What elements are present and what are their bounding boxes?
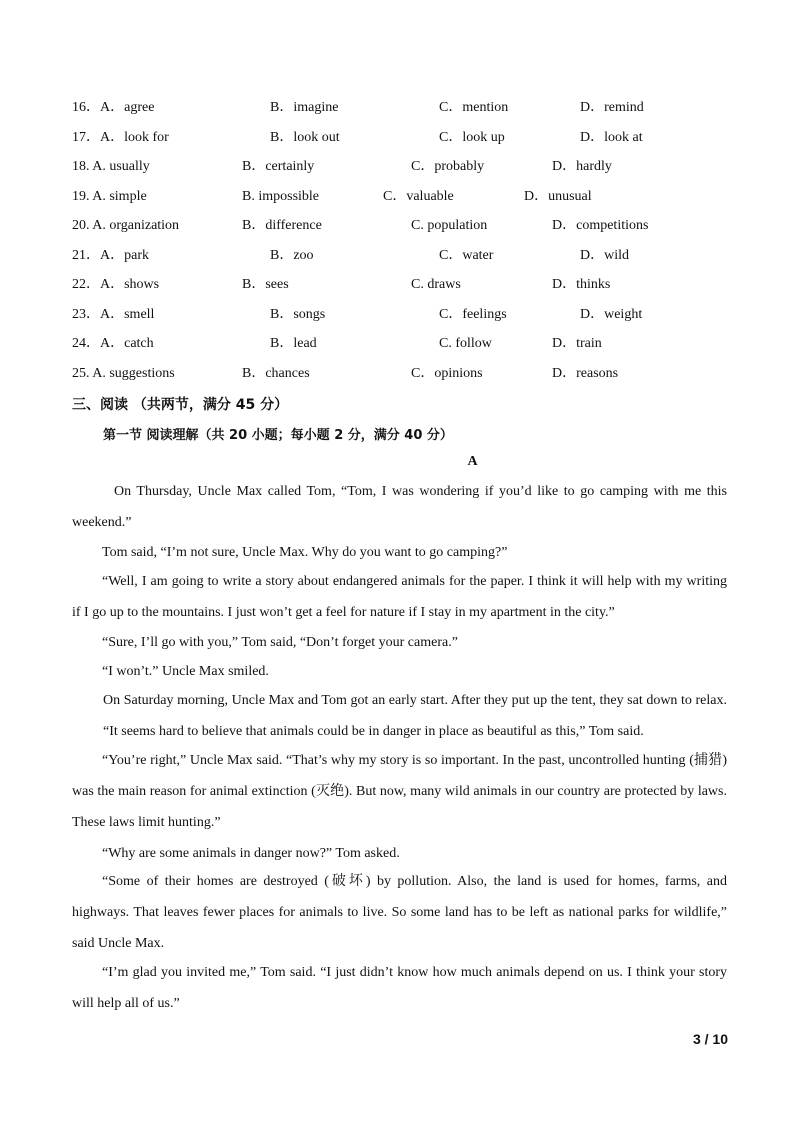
option-a: 17．A．look for xyxy=(72,130,169,145)
passage-paragraph: “Why are some animals in danger now?” Tom asked. xyxy=(102,846,400,861)
option-c: C. draws xyxy=(411,277,461,292)
passage-paragraph: “Well, I am going to write a story about endangered animals for the paper. I think it will help with my writing if I go up to the mountains. I just won’t get a feel for nature if I stay in my apartment in the city.” xyxy=(72,574,727,620)
subsection-title: 第一节 阅读理解（共 20 小题；每小题 2 分，满分 40 分） xyxy=(103,428,453,443)
option-d: D．reasons xyxy=(552,366,619,381)
option-c: C. follow xyxy=(439,336,492,351)
option-a: 18. A. usually xyxy=(72,159,150,174)
option-c: C. population xyxy=(411,218,488,233)
option-d: D．thinks xyxy=(552,277,611,292)
option-a: 24．A．catch xyxy=(72,336,154,351)
option-c: C．probably xyxy=(411,159,485,174)
option-b: B．certainly xyxy=(242,159,315,174)
option-d: D．unusual xyxy=(524,189,592,204)
option-c: C．look up xyxy=(439,130,505,145)
option-d: D．remind xyxy=(580,100,644,115)
passage-paragraph: Tom said, “I’m not sure, Uncle Max. Why do you want to go camping?” xyxy=(102,545,508,560)
option-a: 21．A．park xyxy=(72,248,149,263)
option-a: 19. A. simple xyxy=(72,189,147,204)
option-c: C．water xyxy=(439,248,494,263)
passage-letter: A xyxy=(467,454,478,469)
option-b: B．zoo xyxy=(270,248,314,263)
option-b: B．sees xyxy=(242,277,289,292)
option-b: B．look out xyxy=(270,130,340,145)
option-a: 16．A．agree xyxy=(72,100,155,115)
option-d: D．hardly xyxy=(552,159,612,174)
option-b: B. impossible xyxy=(242,189,320,204)
option-b: B．difference xyxy=(242,218,322,233)
option-a: 23．A．smell xyxy=(72,307,155,322)
section-title: 三、阅读 （共两节，满分 45 分） xyxy=(72,397,289,413)
passage-paragraph: “You’re right,” Uncle Max said. “That’s why my story is so important. In the past, uncontrolled hunting (捕猎) was the main reason for animal extinction (灭绝). But now, many wild animals in our country are protected by laws. These laws limit hunting.” xyxy=(72,753,727,830)
option-d: D．train xyxy=(552,336,602,351)
option-b: B．lead xyxy=(270,336,317,351)
option-a: 22．A．shows xyxy=(72,277,160,292)
passage-paragraph: “I won’t.” Uncle Max smiled. xyxy=(102,664,269,679)
option-a: 20. A. organization xyxy=(72,218,180,233)
passage-paragraph: “Some of their homes are destroyed (破坏) by pollution. Also, the land is used for homes, farms, and highways. That leaves fewer places for animals to live. So some land has to be left as national parks for wildlife,” said Uncle Max. xyxy=(72,874,727,951)
passage-paragraph: “I’m glad you invited me,” Tom said. “I just didn’t know how much animals depend on us. I think your story will help all of us.” xyxy=(72,965,727,1011)
option-d: D．look at xyxy=(580,130,643,145)
passage-paragraph: On Thursday, Uncle Max called Tom, “Tom, I was wondering if you’d like to go camping with me this weekend.” xyxy=(72,484,727,530)
option-d: D．competitions xyxy=(552,218,649,233)
option-b: B．imagine xyxy=(270,100,339,115)
option-c: C．feelings xyxy=(439,307,507,322)
option-d: D．wild xyxy=(580,248,629,263)
option-c: C．opinions xyxy=(411,366,483,381)
passage-paragraph: “Sure, I’ll go with you,” Tom said, “Don’t forget your camera.” xyxy=(102,635,458,650)
option-a: 25. A. suggestions xyxy=(72,366,175,381)
passage-paragraph: On Saturday morning, Uncle Max and Tom got an early start. After they put up the tent, they sat down to relax. “It seems hard to believe that animals could be in danger in place as beautiful as this,” Tom said. xyxy=(103,693,727,739)
option-b: B．chances xyxy=(242,366,310,381)
option-b: B．songs xyxy=(270,307,326,322)
option-c: C．valuable xyxy=(383,189,454,204)
option-d: D．weight xyxy=(580,307,643,322)
page-number: 3 / 10 xyxy=(692,1031,728,1047)
option-c: C．mention xyxy=(439,100,509,115)
